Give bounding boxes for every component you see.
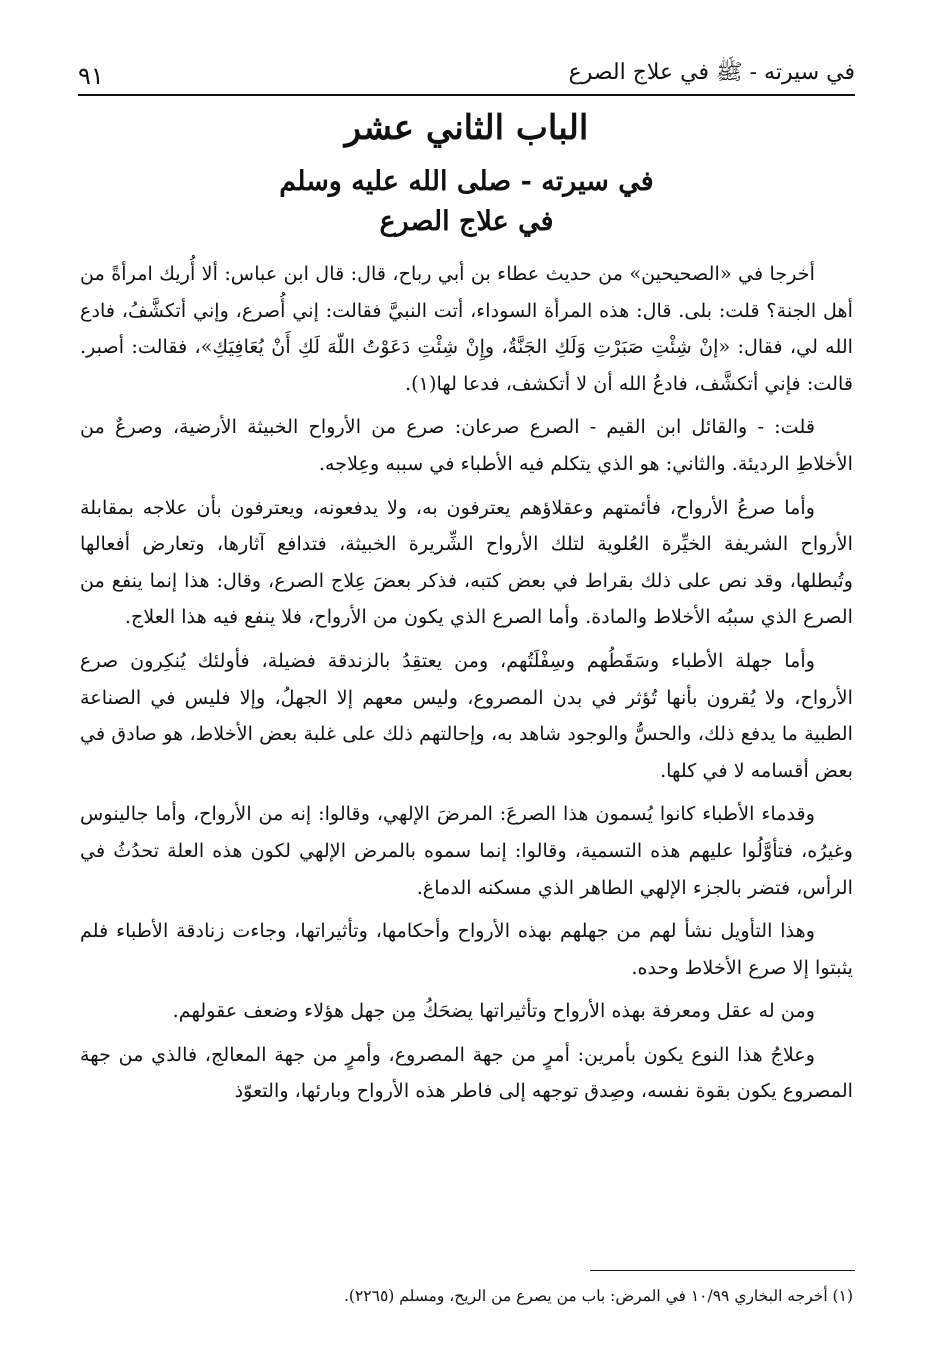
- running-header: [78, 52, 855, 96]
- chapter-subtitle-1: في سيرته - صلى الله عليه وسلم: [279, 166, 654, 197]
- chapter-subtitle-2: في علاج الصرع: [379, 206, 554, 237]
- footnote-divider: [590, 1270, 855, 1271]
- paragraph: ومن له عقل ومعرفة بهذه الأرواح وتأثيراتها يضحَكُ مِن جهل هؤلاء وضعف عقولهم.: [172, 999, 815, 1023]
- running-title: في سيرته - ﷺ في علاج الصرع: [568, 60, 855, 85]
- page-number: ٩١: [78, 62, 104, 90]
- body-text: [80, 256, 853, 1117]
- footnote: (١) أخرجه البخاري ١٠/٩٩ في المرض: باب من يصرع من الريح، ومسلم (٢٢٦٥).: [343, 1287, 853, 1305]
- paragraph: وعلاجُ هذا النوع يكون بأمرين: أمرٍ من جهة المصروع، وأمرٍ من جهة المعالج، فالذي من جهة المصروع يكون بقوة نفسه، وصِدق توجهه إلى فاطر هذه الأرواح وبارئها، والتعوّذ: [80, 1042, 853, 1103]
- chapter-title: الباب الثاني عشر: [344, 108, 589, 148]
- paragraph: وقدماء الأطباء كانوا يُسمون هذا الصرعَ: المرضَ الإلهي، وقالوا: إنه من الأرواح، وأما جالينوس وغيرُه، فتأوَّلُوا عليهم هذه التسمية، وقالوا: إنما سموه بالمرض الإلهي لكون هذه العلة تحدُثُ في الرأس، فتضر بالجزء الإلهي الطاهر الذي مسكنه الدماغ.: [80, 802, 853, 899]
- paragraph: قلت: - والقائل ابن القيم - الصرع صرعان: صرع من الأرواح الخبيثة الأرضية، وصرعٌ من الأخلاطِ الرديئة. والثاني: هو الذي يتكلم فيه الأطباء في سببه وعِلاجه.: [80, 415, 853, 475]
- paragraph: وأما صرعُ الأرواح، فأئمتهم وعقلاؤهم يعترفون به، ولا يدفعونه، ويعترفون بأن علاجه بمقابلة الأرواح الشريفة الخيِّرة العُلوية لتلك الأرواح الشِّريرة الخبيثة، فتدافع آثارها، وتعارض أفعالها وتُبطلها، وقد نص على ذلك بقراط في بعض كتبه، فذكر بعضَ عِلاج الصرع، وقال: هذا إنما ينفع من الصرع الذي سببُه الأخلاط والمادة. وأما الصرع الذي يكون من الأرواح، فلا ينفع فيه هذا العلاج.: [80, 495, 853, 629]
- paragraph: وأما جهلة الأطباء وسَقَطُهم وسِفْلَتُهم، ومن يعتقِدُ بالزندقة فضيلة، فأولئك يُنكِرون صرع الأرواح، ولا يُقرون بأنها تُؤثر في بدن المصروع، وليس معهم إلا الجهلُ، وإلا فليس في الصناعة الطبية ما يدفع ذلك، والحسُّ والوجود شاهد به، وإحالتهم ذلك على غلبة بعض الأخلاط، هو صادق في بعض أقسامه لا في كلها.: [80, 648, 853, 782]
- paragraph: وهذا التأويل نشأ لهم من جهلهم بهذه الأرواح وأحكامها، وتأثيراتها، وجاءت زنادقة الأطباء فلم يثبتوا إلا صرع الأخلاط وحده.: [80, 919, 853, 979]
- paragraph: أخرجا في «الصحيحين» من حديث عطاء بن أبي رباح، قال: قال ابن عباس: ألا أُريك امرأةً من أهل الجنة؟ قلت: بلى. قال: هذه المرأة السوداء، أتت النبيَّ فقالت: إني أُصرع، وإني أتكشَّفُ، فادع الله لي، فقال: «إنْ شِئْتِ صَبَرْتِ وَلَكِ الجَنَّةُ، وإِنْ شِئْتِ دَعَوْتُ اللّهَ لَكِ أَنْ يُعَافِيَكِ»، فقالت: أصبر. قالت: فإني أتكشَّف، فادعُ الله أن لا أتكشف، فدعا لها(١).: [80, 262, 853, 395]
